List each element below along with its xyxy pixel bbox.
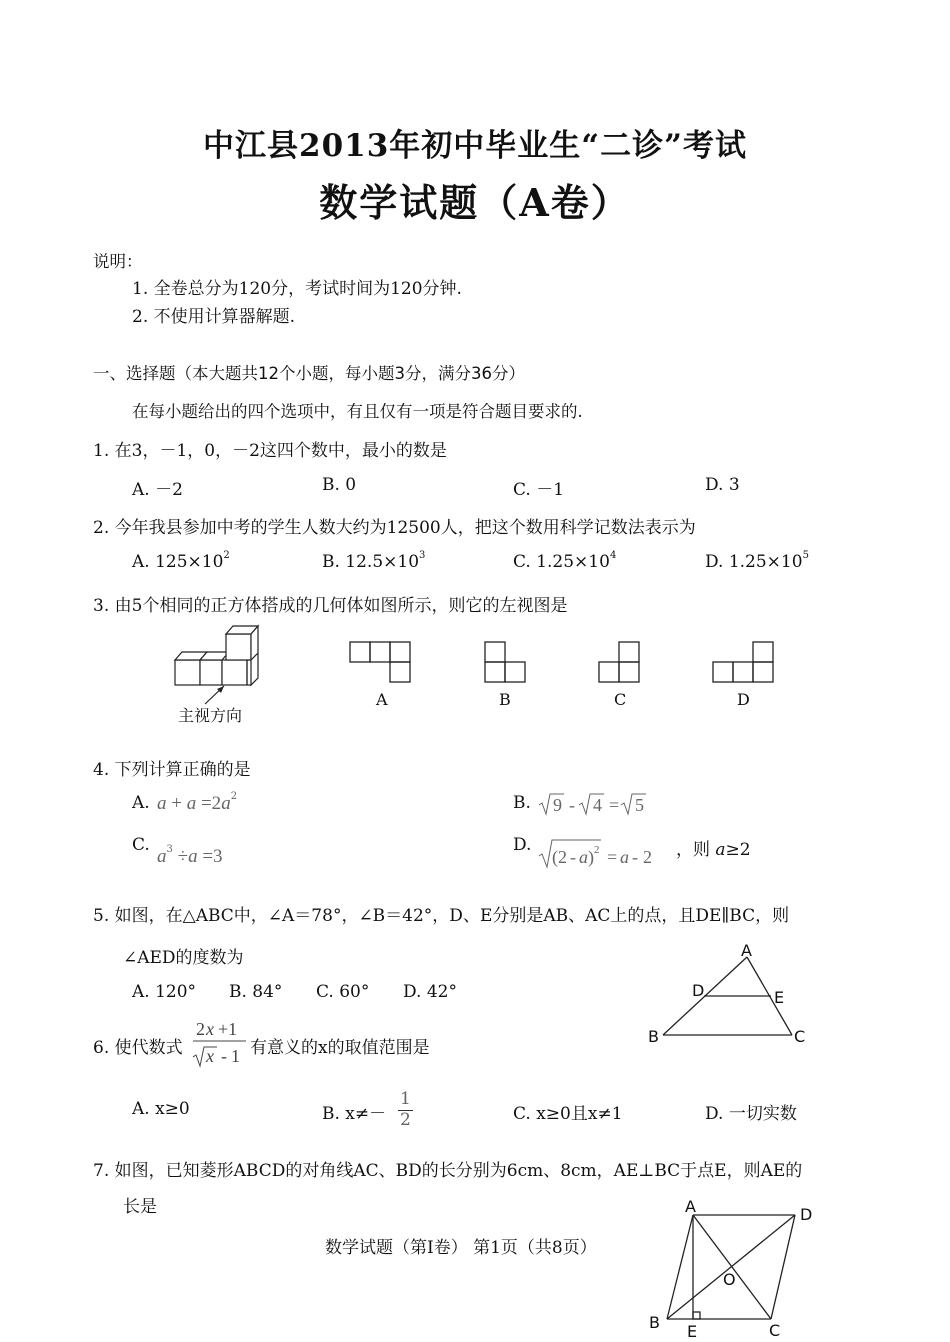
question-7-stem: 7. 如图，已知菱形ABCD的对角线AC、BD的长分别为6cm、8cm，AE⊥BC于点E，则AE的: [93, 1161, 803, 1181]
q7-point-c: C: [769, 1321, 781, 1340]
q3-option-a-label: A: [376, 690, 388, 709]
q4-option-d-label: D.: [513, 835, 532, 855]
q3-option-c-label: C: [614, 690, 627, 709]
note-item: 2. 不使用计算器解题.: [132, 307, 296, 327]
exam-title: 中江县2013年初中毕业生“二诊”考试: [203, 128, 747, 164]
svg-text:-: -: [570, 847, 576, 867]
question-7-stem-cont: 长是: [123, 1197, 157, 1217]
q1-option-a: A. －2: [132, 480, 183, 500]
question-3-stem: 3. 由5个相同的正方体搭成的几何体如图所示，则它的左视图是: [93, 596, 568, 616]
q5-point-a: A: [741, 941, 752, 960]
svg-text:-: -: [221, 1046, 227, 1066]
notes-heading: 说明：: [93, 252, 143, 271]
viewing-direction-label: 主视方向: [178, 706, 243, 725]
svg-text:): ): [588, 847, 594, 867]
q2-option-b: B. $12.5\times 10^3$: [322, 550, 426, 572]
q5-triangle-figure: [645, 940, 815, 1050]
q3-option-d-label: D: [737, 690, 750, 709]
q4-option-a-label: A.: [132, 793, 150, 813]
q6-option-c: C. x≥0且x≠1: [513, 1104, 623, 1124]
question-6-stem-post: 有意义的x的取值范围是: [250, 1038, 430, 1058]
question-2-stem: 2. 今年我县参加中考的学生人数大约为12500人，把这个数用科学记数法表示为: [93, 518, 696, 538]
svg-text:2: 2: [196, 1019, 205, 1039]
svg-text:a: a: [579, 847, 588, 867]
q7-point-d: D: [800, 1205, 813, 1224]
q3-option-b-figure: [485, 642, 529, 686]
q7-point-e: E: [687, 1322, 698, 1341]
q3-option-d-figure: [713, 642, 777, 686]
q4-option-c-label: C.: [132, 835, 150, 855]
q6-expression: [190, 1018, 252, 1070]
q3-option-b-label: B: [499, 690, 511, 709]
q3-option-a-figure: [350, 642, 414, 686]
q5-point-b: B: [648, 1027, 659, 1046]
q5-option-c: C. 60°: [316, 982, 370, 1002]
q4-option-d-condition: ，则 a≥2: [676, 840, 751, 860]
q7-point-b: B: [649, 1313, 660, 1332]
page-footer: 数学试题（第Ⅰ卷） 第1页（共8页）: [325, 1238, 597, 1258]
q5-option-a: A. 120°: [132, 982, 197, 1002]
svg-text:-: -: [569, 795, 575, 815]
q2-option-c: C. $1.25\times 10^4$: [513, 550, 617, 572]
q7-point-o: O: [723, 1270, 736, 1289]
q1-option-d: D. 3: [705, 475, 740, 495]
q4-option-a-formula: $a + a =2a^2$: [157, 791, 238, 814]
q5-point-d: D: [692, 981, 705, 1000]
question-5-stem-cont: ∠AED的度数为: [123, 948, 244, 968]
q6-option-d: D. 一切实数: [705, 1104, 797, 1124]
question-1-stem: 1. 在3，－1，0，－2这四个数中，最小的数是: [93, 441, 447, 461]
svg-text:=: =: [607, 847, 618, 867]
q5-point-e: E: [774, 988, 785, 1007]
q4-option-b-formula: [537, 790, 657, 818]
q6-option-b: B. x≠－: [322, 1104, 387, 1124]
svg-text:2: 2: [643, 847, 652, 867]
q4-option-b-label: B.: [513, 793, 531, 813]
note-item: 1. 全卷总分为120分，考试时间为120分钟.: [132, 279, 462, 299]
svg-text:x: x: [206, 1046, 214, 1066]
q3-option-c-figure: [599, 642, 643, 686]
question-4-stem: 4. 下列计算正确的是: [93, 760, 251, 780]
section-instruction: 在每小题给出的四个选项中，有且仅有一项是符合题目要求的.: [132, 402, 583, 421]
q4-option-c-formula: $a^3 \div a =3$: [157, 844, 223, 867]
q2-option-a: A. $125\times 10^2$: [132, 550, 230, 572]
q7-rhombus-figure: [645, 1196, 825, 1342]
svg-text:1: 1: [231, 1046, 240, 1066]
section-heading: 一、选择题（本大题共12个小题，每小题3分，满分36分）: [93, 364, 525, 383]
svg-text:5: 5: [635, 795, 644, 815]
q7-point-a: A: [685, 1197, 696, 1216]
svg-text:+1: +1: [218, 1019, 238, 1039]
svg-text:a: a: [620, 847, 629, 867]
svg-text:-: -: [632, 847, 638, 867]
question-6-stem-pre: 6. 使代数式: [93, 1038, 183, 1058]
svg-text:4: 4: [593, 795, 602, 815]
q4-option-d-formula: [537, 834, 687, 870]
q5-point-c: C: [794, 1027, 806, 1046]
svg-text:2: 2: [594, 844, 600, 856]
svg-text:=: =: [609, 795, 620, 815]
svg-text:x: x: [206, 1019, 214, 1039]
svg-text:(2: (2: [552, 847, 567, 867]
question-5-stem: 5. 如图，在△ABC中，∠A＝78°，∠B＝42°，D、E分别是AB、AC上的点，且DE∥BC，则: [93, 906, 790, 926]
q1-option-c: C. －1: [513, 480, 565, 500]
q6-option-b-fraction: $\frac{1}{2}$: [400, 1089, 411, 1130]
q2-option-d: D. $1.25\times 10^5$: [705, 550, 809, 572]
paper-title: 数学试题（A卷）: [319, 180, 631, 225]
q1-option-b: B. 0: [322, 475, 357, 495]
svg-text:9: 9: [553, 795, 562, 815]
q6-option-a: A. x≥0: [132, 1099, 190, 1119]
q5-option-d: D. 42°: [403, 982, 457, 1002]
q5-option-b: B. 84°: [229, 982, 283, 1002]
